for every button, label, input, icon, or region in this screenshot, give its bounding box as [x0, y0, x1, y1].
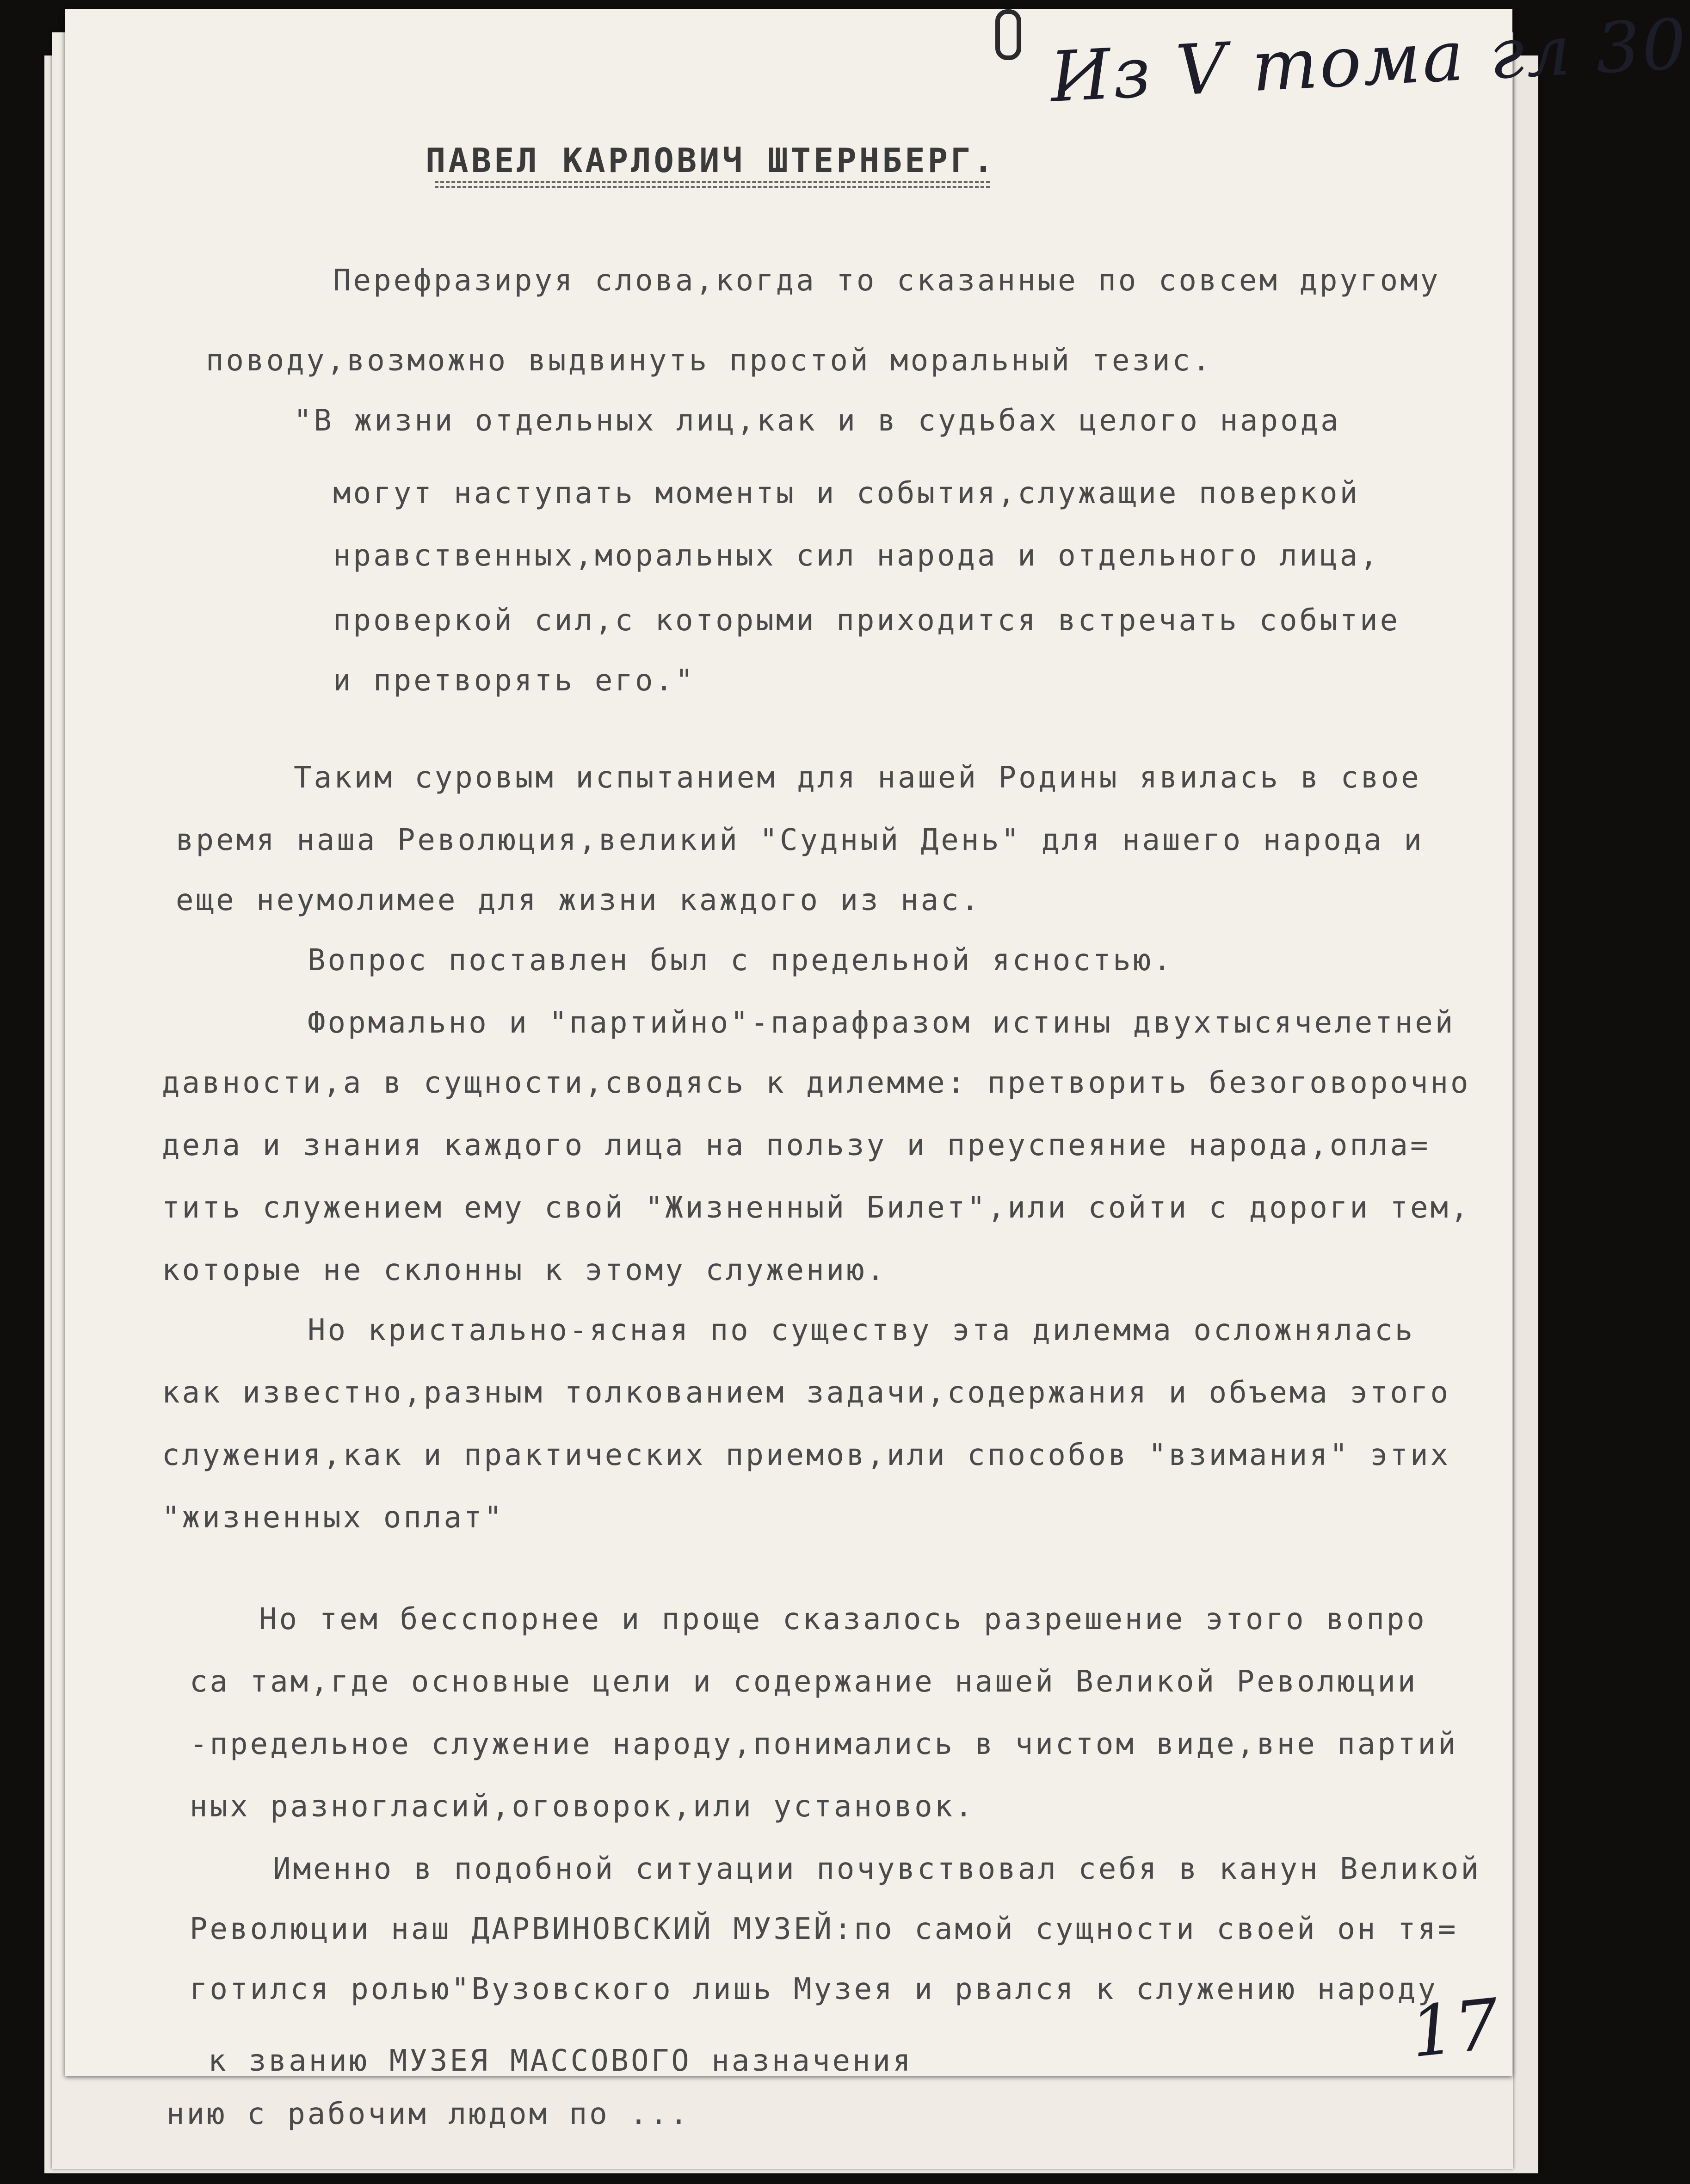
underlying-text-line: к званию МУЗЕЯ МАССОВОГО назначения: [208, 2044, 913, 2078]
text-line: которые не склонны к этому служению.: [162, 1253, 887, 1287]
text-line: -предельное служение народу,понимались в чистом виде,вне партий: [190, 1727, 1458, 1761]
text-line: еще неумолимее для жизни каждого из нас.: [176, 883, 981, 917]
handwritten-page-number: 17: [1406, 1984, 1503, 2073]
text-line: дела и знания каждого лица на пользу и преуспеяние народа,опла=: [162, 1128, 1431, 1163]
text-line: Таким суровым испытанием для нашей Родины явилась в свое: [294, 761, 1421, 795]
text-line: Но кристально-ясная по существу эта дилемма осложнялась: [308, 1313, 1415, 1347]
text-line: Но тем бесспорнее и проще сказалось разрешение этого вопро: [259, 1602, 1427, 1636]
text-line: Революции наш ДАРВИНОВСКИЙ МУЗЕЙ:по самой сущности своей он тя=: [190, 1912, 1458, 1946]
text-line: и претворять его.": [333, 664, 696, 698]
text-line: Именно в подобной ситуации почувствовал себя в канун Великой: [273, 1852, 1481, 1886]
handwritten-note: Из V тома гл 30: [1048, 4, 1690, 118]
underlying-text-line: нию с рабочим людом по ...: [167, 2097, 690, 2131]
text-line: Вопрос поставлен был с предельной ясностью.: [308, 943, 1173, 978]
paper-clip-icon: [995, 9, 1021, 60]
document-title: ПАВЕЛ КАРЛОВИЧ ШТЕРНБЕРГ.: [426, 141, 996, 180]
text-line: тить служением ему свой "Жизненный Билет",или сойти с дороги тем,: [162, 1191, 1471, 1225]
text-line: "В жизни отдельных лиц,как и в судьбах целого народа: [294, 404, 1341, 438]
text-line: поводу,возможно выдвинуть простой моральный тезис.: [206, 344, 1213, 378]
document-page: [65, 9, 1512, 2076]
text-line: служения,как и практических приемов,или способов "взимания" этих: [162, 1438, 1450, 1472]
text-line: время наша Революция,великий "Судный День" для нашего народа и: [176, 823, 1424, 857]
text-line: проверкой сил,с которыми приходится встречать событие: [333, 603, 1400, 638]
text-line: нравственных,моральных сил народа и отдельного лица,: [333, 539, 1380, 573]
text-line: са там,где основные цели и содержание нашей Великой Революции: [190, 1665, 1418, 1699]
text-line: "жизненных оплат": [162, 1501, 505, 1535]
title-underline: [435, 181, 990, 188]
text-line: могут наступать моменты и события,служащие поверкой: [333, 476, 1360, 511]
text-line: ных разногласий,оговорок,или установок.: [190, 1790, 975, 1824]
text-line: давности,а в сущности,сводясь к дилемме: претворить безоговорочно: [162, 1066, 1471, 1100]
text-line: как известно,разным толкованием задачи,содержания и объема этого: [162, 1376, 1450, 1410]
text-line: Формально и "партийно"-парафразом истины двухтысячелетней: [308, 1006, 1456, 1040]
text-line: готился ролью"Вузовского лишь Музея и рвался к служению народу: [190, 1972, 1438, 2006]
text-line: Перефразируя слова,когда то сказанные по совсем другому: [333, 264, 1441, 298]
